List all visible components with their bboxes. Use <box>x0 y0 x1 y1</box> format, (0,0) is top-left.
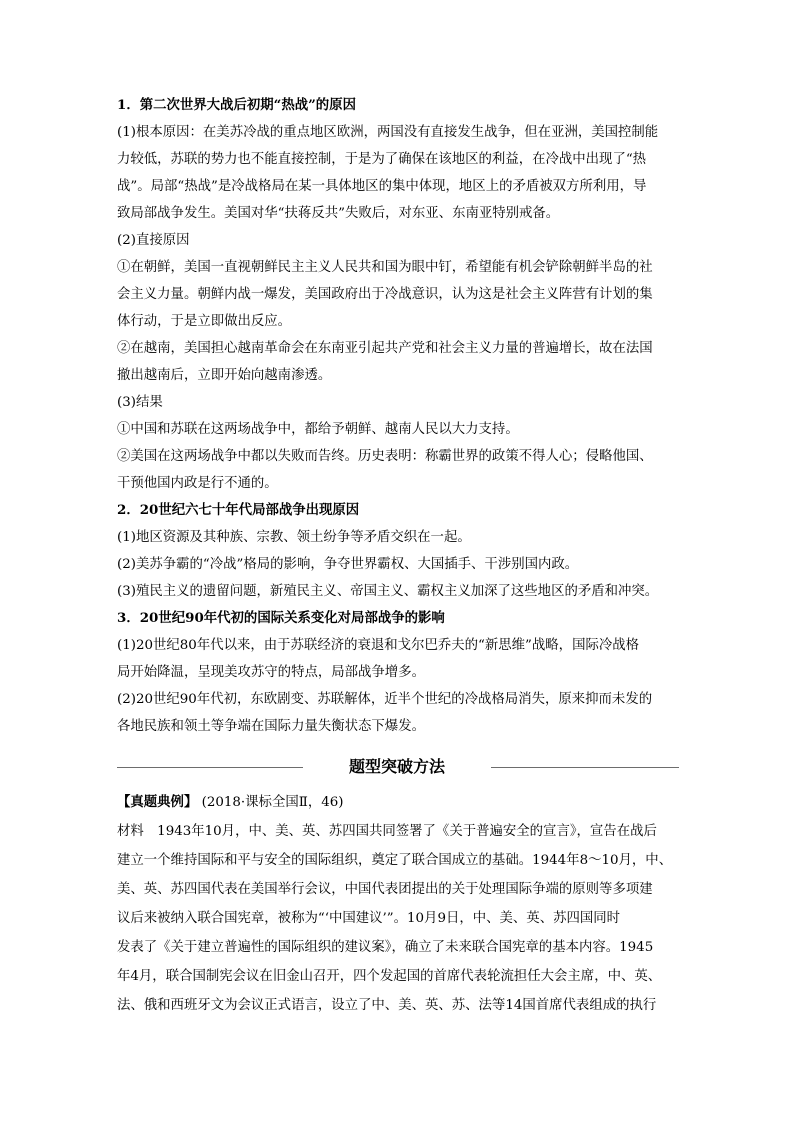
example-line-6: 年4月，联合国制宪会议在旧金山召开，四个发起国的首席代表轮流担任大会主席，中、英、 <box>117 969 662 984</box>
section-1-p1-line-1: (1)根本原因：在美苏冷战的重点地区欧洲，两国没有直接发生战争，但在亚洲，美国控制能 <box>117 125 659 140</box>
divider-rule-right <box>491 767 679 768</box>
section-3-heading: 3．20世纪90年代初的国际关系变化对局部战争的影响 <box>117 610 445 626</box>
section-1-p2-label: (2)直接原因 <box>117 233 190 248</box>
example-label: 【真题典例】 <box>117 794 198 810</box>
section-1-heading: 1．第二次世界大战后初期“热战”的原因 <box>117 97 356 113</box>
section-1-p2a-line-2: 会主义力量。朝鲜内战一爆发，美国政府出于冷战意识，认为这是社会主义阵营有计划的集 <box>117 287 653 302</box>
method-divider <box>117 752 679 782</box>
section-1-p2a-line-3: 体行动，于是立即做出反应。 <box>117 314 292 329</box>
section-1-p3b-line-2: 干预他国内政是行不通的。 <box>117 476 278 491</box>
section-2-heading: 2．20世纪六七十年代局部战争出现原因 <box>117 502 360 518</box>
section-1-p1-line-2: 力较低，苏联的势力也不能直接控制，于是为了确保在该地区的利益，在冷战中出现了“热 <box>117 152 647 167</box>
section-3-p2-line-2: 各地民族和领土等争端在国际力量失衡状态下爆发。 <box>117 719 425 734</box>
example-line-2: 建立一个维持国际和平与安全的国际组织，奠定了联合国成立的基础。1944年8～10月，中、 <box>117 853 673 868</box>
divider-title: 题型突破方法 <box>348 757 445 776</box>
example-source: (2018·课标全国Ⅱ，46) <box>201 795 344 810</box>
section-3-p2-line-1: (2)20世纪90年代初，东欧剧变、苏联解体，近半个世纪的冷战格局消失，原来抑而未发的 <box>117 692 653 707</box>
section-2-item-1: (1)地区资源及其种族、宗教、领土纷争等矛盾交织在一起。 <box>117 530 471 545</box>
section-1-p3-label: (3)结果 <box>117 395 163 410</box>
section-3-p1-line-2: 局开始降温，呈现美攻苏守的特点，局部战争增多。 <box>117 665 425 680</box>
example-block <box>117 788 679 1020</box>
section-1-p2b-line-2: 撤出越南后，立即开始向越南渗透。 <box>117 368 332 383</box>
section-1-p3b-line-1: ②美国在这两场战争中都以失败而告终。历史表明：称霸世界的政策不得人心；侵略他国、 <box>117 449 653 464</box>
section-1-p1-line-4: 致局部战争发生。美国对华“扶蒋反共”失败后，对东亚、东南亚特别戒备。 <box>117 206 560 221</box>
example-header <box>117 788 679 817</box>
section-1-p2b-line-1: ②在越南，美国担心越南革命会在东南亚引起共产党和社会主义力量的普遍增长，故在法国 <box>117 341 653 356</box>
example-line-7: 法、俄和西班牙文为会议正式语言，设立了中、美、英、苏、法等14国首席代表组成的执行 <box>117 998 657 1013</box>
divider-rule-left <box>117 767 303 768</box>
section-2-item-2: (2)美苏争霸的“冷战”格局的影响，争夺世界霸权、大国插手、干涉别国内政。 <box>117 557 579 572</box>
example-line-5: 发表了《关于建立普遍性的国际组织的建议案》，确立了未来联合国宪章的基本内容。1945 <box>117 940 654 955</box>
section-1-p2a-line-1: ①在朝鲜，美国一直视朝鲜民主主义人民共和国为眼中钉，希望能有机会铲除朝鲜半岛的社 <box>117 260 653 275</box>
example-line-4: 议后来被纳入联合国宪章，被称为“‘中国建议’”。10月9日，中、美、英、苏四国同时 <box>117 911 621 926</box>
example-line-3: 美、英、苏四国代表在美国举行会议，中国代表团提出的关于处理国际争端的原则等多项建 <box>117 882 653 897</box>
section-3-p1-line-1: (1)20世纪80年代以来，由于苏联经济的衰退和戈尔巴乔夫的“新思维”战略，国际冷战格 <box>117 638 640 653</box>
page-content <box>117 92 679 1020</box>
section-2-item-3: (3)殖民主义的遗留问题，新殖民主义、帝国主义、霸权主义加深了这些地区的矛盾和冲突。 <box>117 584 659 599</box>
section-1-p1-line-3: 战”。局部“热战”是冷战格局在某一具体地区的集中体现，地区上的矛盾被双方所利用，导 <box>117 179 647 194</box>
example-line-1: 材料 1943年10月，中、美、英、苏四国共同签署了《关于普遍安全的宣言》，宣告在战后 <box>117 824 657 839</box>
section-1-p3a: ①中国和苏联在这两场战争中，都给予朝鲜、越南人民以大力支持。 <box>117 422 519 437</box>
